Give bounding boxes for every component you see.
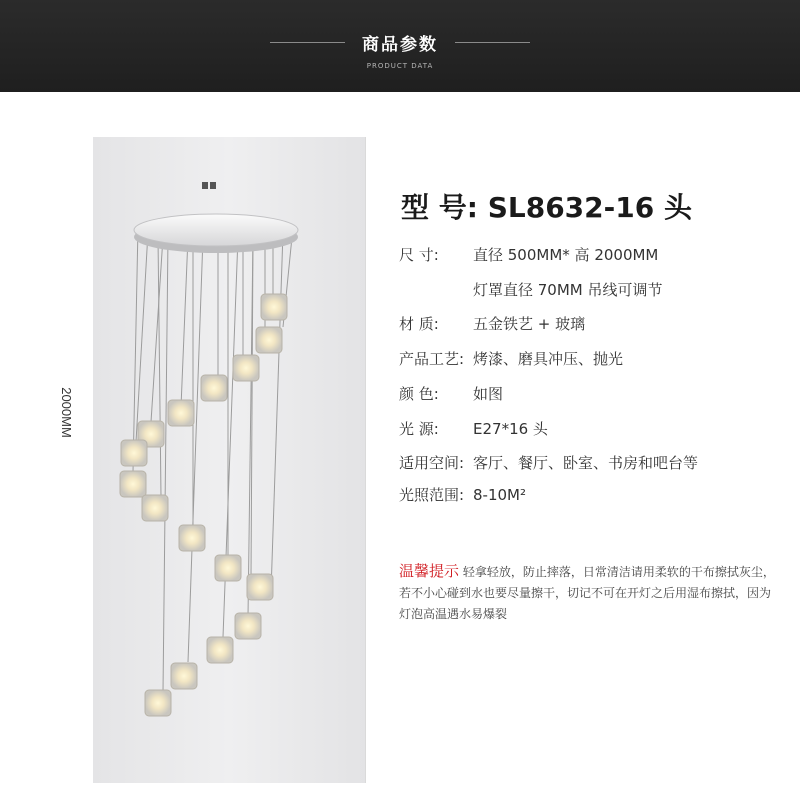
spec-value: 如图 xyxy=(473,385,504,403)
spec-label: 产品工艺: xyxy=(399,350,465,368)
spec-label: 适用空间: xyxy=(399,454,465,472)
product-photo xyxy=(93,137,366,783)
spec-row xyxy=(399,313,585,334)
spec-row xyxy=(399,244,658,265)
tip-title: 温馨提示 xyxy=(399,562,460,580)
spec-row xyxy=(399,383,503,404)
spec-value: E27*16 头 xyxy=(473,420,548,438)
header-banner xyxy=(0,0,800,92)
chandelier-illustration xyxy=(93,137,365,783)
dimension-height: 2000MM xyxy=(58,387,74,438)
header-title: 商品参数 xyxy=(362,35,438,55)
spec-label: 材 质: xyxy=(399,315,439,333)
header-subtitle: PRODUCT DATA xyxy=(366,62,434,70)
spec-value: 烤漆、磨具冲压、抛光 xyxy=(473,350,624,368)
spec-label: 光 源: xyxy=(399,420,439,438)
spec-row xyxy=(399,348,623,369)
spec-value: 五金铁艺 + 玻璃 xyxy=(473,315,586,333)
spec-row xyxy=(399,418,548,439)
model-value: SL8632-16 头 xyxy=(487,191,692,224)
spec-value: 客厅、餐厅、卧室、书房和吧台等 xyxy=(473,454,699,472)
model-label: 型 号: xyxy=(401,191,478,224)
model-line xyxy=(401,186,692,226)
tip-block xyxy=(399,561,779,625)
spec-value: 灯罩直径 70MM 吊线可调节 xyxy=(473,281,663,299)
spec-value: 直径 500MM* 高 2000MM xyxy=(473,246,659,264)
tip-text: 轻拿轻放，防止摔落，日常清洁请用柔软的干布擦拭灰尘，若不小心碰到水也要尽量擦干，切记不可在开灯之后用湿布擦拭，因为灯泡高温遇水易爆裂 xyxy=(399,565,775,621)
spec-row xyxy=(399,279,663,300)
spec-label: 尺 寸: xyxy=(399,246,439,264)
spec-row xyxy=(399,452,698,473)
spec-value: 8-10M² xyxy=(473,486,526,504)
spec-label: 颜 色: xyxy=(399,385,439,403)
spec-row xyxy=(399,484,526,505)
spec-label: 光照范围: xyxy=(399,486,465,504)
